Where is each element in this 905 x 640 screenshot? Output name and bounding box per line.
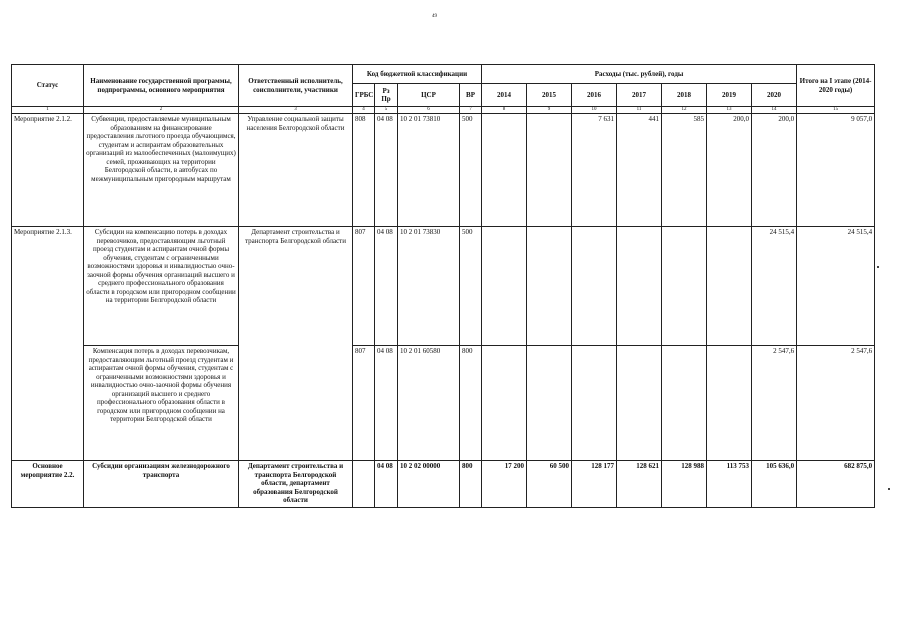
column-number: 15 bbox=[797, 107, 875, 114]
row-y2018 bbox=[662, 346, 707, 461]
column-number: 12 bbox=[662, 107, 707, 114]
row-y2014: 17 200 bbox=[482, 461, 527, 508]
row-csr: 10 2 01 73830 bbox=[398, 227, 460, 346]
row-executor: Департамент строительства и транспорта Белгородской области bbox=[239, 227, 353, 461]
row-y2015 bbox=[527, 227, 572, 346]
row-y2015 bbox=[527, 346, 572, 461]
row-csr: 10 2 01 60580 bbox=[398, 346, 460, 461]
header-total: Итого на I этапе (2014-2020 годы) bbox=[797, 65, 875, 107]
column-number: 10 bbox=[572, 107, 617, 114]
row-name: Субвенции, предоставляемые муниципальным образованиям на финансирование предоставления льготного проезда обучающимся, студентам и аспирантам образовательных организаций из малообеспеченных (малоимущих) семей, проживающих на территории Белгородской области, в автобусах по межмуниципальным пригородным маршрутам bbox=[84, 114, 239, 227]
header-csr: ЦСР bbox=[398, 84, 460, 107]
column-number: 13 bbox=[707, 107, 752, 114]
header-name: Наименование государственной программы, подпрограммы, основного мероприятия bbox=[84, 65, 239, 107]
header-year: 2014 bbox=[482, 84, 527, 107]
row-name: Субсидии на компенсацию потерь в доходах перевозчиков, предоставляющим льготный проезд студентам и аспирантам очной формы обучения, студентам с ограниченными возможностями здоровья и инвалидностью очно-заочной формы обучения организаций высшего и среднего профессионального образования области в городском или пригородном сообщении на территории Белгородской области bbox=[84, 227, 239, 346]
row-total: 9 057,0 bbox=[797, 114, 875, 227]
row-grbs: 807 bbox=[353, 346, 375, 461]
row-grbs: 807 bbox=[353, 227, 375, 346]
row-y2015 bbox=[527, 114, 572, 227]
column-number: 5 bbox=[375, 107, 398, 114]
row-y2020: 105 636,0 bbox=[752, 461, 797, 508]
header-rzpr: Рз Пр bbox=[375, 84, 398, 107]
header-year: 2019 bbox=[707, 84, 752, 107]
row-y2016 bbox=[572, 227, 617, 346]
row-y2014 bbox=[482, 346, 527, 461]
row-y2017: 441 bbox=[617, 114, 662, 227]
header-budget-code: Код бюджетной классификации bbox=[353, 65, 482, 84]
header-year: 2018 bbox=[662, 84, 707, 107]
row-status: Мероприятие 2.1.2. bbox=[12, 114, 84, 227]
column-number: 4 bbox=[353, 107, 375, 114]
row-y2020: 200,0 bbox=[752, 114, 797, 227]
row-y2017 bbox=[617, 346, 662, 461]
scan-mark bbox=[877, 266, 879, 268]
row-y2014 bbox=[482, 114, 527, 227]
row-vr: 500 bbox=[460, 114, 482, 227]
row-total: 682 875,0 bbox=[797, 461, 875, 508]
header-row-1 bbox=[12, 65, 875, 84]
column-number: 14 bbox=[752, 107, 797, 114]
table-row bbox=[12, 114, 875, 227]
column-number: 2 bbox=[84, 107, 239, 114]
header-executor: Ответственный исполнитель, соисполнители, участники bbox=[239, 65, 353, 107]
row-y2016: 128 177 bbox=[572, 461, 617, 508]
row-y2017: 128 621 bbox=[617, 461, 662, 508]
table-row bbox=[12, 461, 875, 508]
row-name: Компенсация потерь в доходах перевозчикам, предоставляющим льготный проезд студентам и аспирантам очной формы обучения, студентам с ограниченными возможностями здоровья и инвалидностью очно-заочной формы обучения организаций высшего и среднего профессионального образования области в городском или пригородном сообщении на территории Белгородской области bbox=[84, 346, 239, 461]
row-vr: 500 bbox=[460, 227, 482, 346]
column-number: 3 bbox=[239, 107, 353, 114]
header-year: 2015 bbox=[527, 84, 572, 107]
row-y2019 bbox=[707, 227, 752, 346]
header-grbs: ГРБС bbox=[353, 84, 375, 107]
row-rzpr: 04 08 bbox=[375, 461, 398, 508]
row-executor: Департамент строительства и транспорта Белгородской области, департамент образования Белгородской области bbox=[239, 461, 353, 508]
column-number: 6 bbox=[398, 107, 460, 114]
row-csr: 10 2 02 00000 bbox=[398, 461, 460, 508]
header-year: 2020 bbox=[752, 84, 797, 107]
row-y2018: 585 bbox=[662, 114, 707, 227]
row-grbs bbox=[353, 461, 375, 508]
row-y2014 bbox=[482, 227, 527, 346]
row-y2017 bbox=[617, 227, 662, 346]
column-number: 8 bbox=[482, 107, 527, 114]
row-grbs: 808 bbox=[353, 114, 375, 227]
row-y2019: 200,0 bbox=[707, 114, 752, 227]
row-rzpr: 04 08 bbox=[375, 227, 398, 346]
row-total: 2 547,6 bbox=[797, 346, 875, 461]
row-vr: 800 bbox=[460, 346, 482, 461]
header-status: Статус bbox=[12, 65, 84, 107]
budget-table bbox=[11, 64, 875, 508]
table-row bbox=[12, 227, 875, 346]
column-number: 1 bbox=[12, 107, 84, 114]
row-y2020: 2 547,6 bbox=[752, 346, 797, 461]
column-number-row bbox=[12, 107, 875, 114]
column-number: 9 bbox=[527, 107, 572, 114]
row-y2019 bbox=[707, 346, 752, 461]
row-y2016 bbox=[572, 346, 617, 461]
column-number: 7 bbox=[460, 107, 482, 114]
header-year: 2017 bbox=[617, 84, 662, 107]
column-number: 11 bbox=[617, 107, 662, 114]
row-csr: 10 2 01 73810 bbox=[398, 114, 460, 227]
row-y2018 bbox=[662, 227, 707, 346]
page-number: 49 bbox=[432, 14, 437, 19]
header-vr: ВР bbox=[460, 84, 482, 107]
row-y2015: 60 500 bbox=[527, 461, 572, 508]
header-expenses: Расходы (тыс. рублей), годы bbox=[482, 65, 797, 84]
header-year: 2016 bbox=[572, 84, 617, 107]
row-rzpr: 04 08 bbox=[375, 114, 398, 227]
row-vr: 800 bbox=[460, 461, 482, 508]
row-total: 24 515,4 bbox=[797, 227, 875, 346]
row-status: Мероприятие 2.1.3. bbox=[12, 227, 84, 461]
row-y2019: 113 753 bbox=[707, 461, 752, 508]
scan-mark bbox=[888, 488, 890, 490]
row-y2018: 128 988 bbox=[662, 461, 707, 508]
row-status: Основное мероприятие 2.2. bbox=[12, 461, 84, 508]
row-rzpr: 04 08 bbox=[375, 346, 398, 461]
row-name: Субсидии организациям железнодорожного транспорта bbox=[84, 461, 239, 508]
table-row bbox=[12, 346, 875, 461]
row-y2016: 7 631 bbox=[572, 114, 617, 227]
row-y2020: 24 515,4 bbox=[752, 227, 797, 346]
row-executor: Управление социальной защиты населения Белгородской области bbox=[239, 114, 353, 227]
